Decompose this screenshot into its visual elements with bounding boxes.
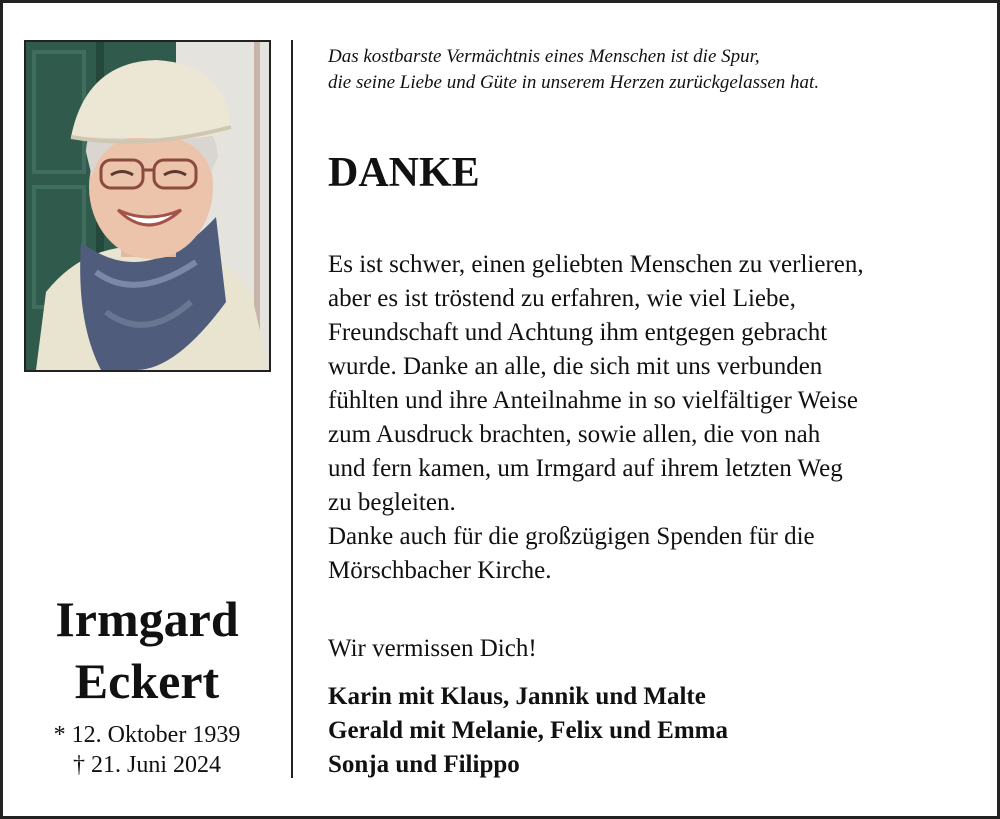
closing-line: Wir vermissen Dich! xyxy=(328,635,537,662)
message-line: zu begleiten. xyxy=(328,489,456,516)
message-line: zum Ausdruck brachten, sowie allen, die von nah xyxy=(328,421,821,448)
message-line: Freundschaft und Achtung ihm entgegen gebracht xyxy=(328,319,828,346)
thanks-heading: DANKE xyxy=(328,150,480,196)
deceased-first-name: Irmgard xyxy=(55,591,239,647)
message-line: aber es ist tröstend zu erfahren, wie viel Liebe, xyxy=(328,285,796,312)
thanks-message xyxy=(328,248,978,588)
deceased-last-name: Eckert xyxy=(74,653,220,709)
message-line: Es ist schwer, einen geliebten Menschen zu verlieren, xyxy=(328,251,864,278)
memorial-quote xyxy=(328,44,968,96)
family-signatures xyxy=(328,680,728,782)
family-line: Karin mit Klaus, Jannik und Malte xyxy=(328,683,706,710)
portrait-photo xyxy=(24,40,271,372)
message-line: Mörschbacher Kirche. xyxy=(328,557,552,584)
message-line: wurde. Danke an alle, die sich mit uns verbunden xyxy=(328,353,823,380)
quote-line: Das kostbarste Vermächtnis eines Menschen ist die Spur, xyxy=(328,46,760,67)
family-line: Sonja und Filippo xyxy=(328,751,520,778)
vertical-divider xyxy=(291,40,293,778)
message-line: und fern kamen, um Irmgard auf ihrem letzten Weg xyxy=(328,455,843,482)
portrait-illustration xyxy=(26,42,269,370)
family-line: Gerald mit Melanie, Felix und Emma xyxy=(328,717,728,744)
birth-date: * 12. Oktober 1939 xyxy=(53,722,241,748)
message-line: fühlten und ihre Anteilnahme in so vielfältiger Weise xyxy=(328,387,859,414)
death-date: † 21. Juni 2024 xyxy=(72,752,221,778)
message-line: Danke auch für die großzügigen Spenden für die xyxy=(328,523,815,550)
quote-line: die seine Liebe und Güte in unserem Herzen zurückgelassen hat. xyxy=(328,72,820,93)
